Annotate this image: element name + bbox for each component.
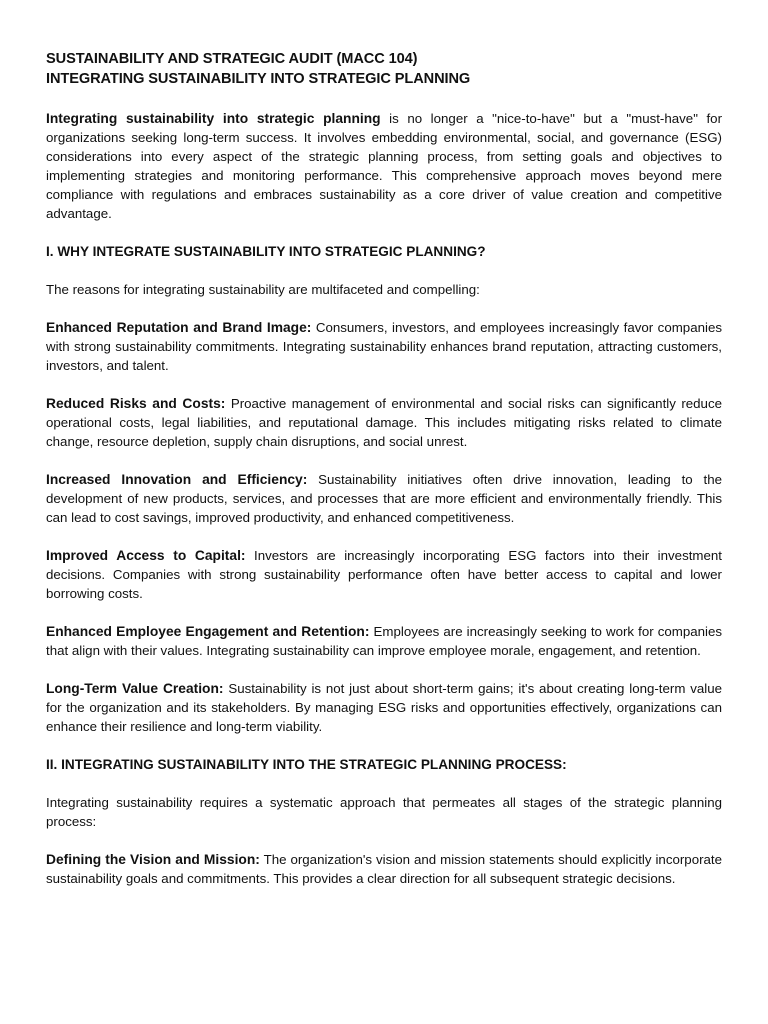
item-lead: Improved Access to Capital: (46, 548, 246, 563)
section1-item-risks (46, 394, 722, 451)
section1-item-innovation (46, 470, 722, 527)
section2-intro: Integrating sustainability requires a systematic approach that permeates all stages of the strategic planning process: (46, 795, 722, 829)
item-text: Employees are increasingly seeking to work for companies that align with their values. Integrating sustainability can improve employee morale, engagement, and retention. (46, 624, 723, 658)
item-text: The organization's vision and mission statements should explicitly incorporate sustainability goals and commitments. This provides a clear direction for all subsequent strategic decisions. (46, 852, 722, 886)
intro-lead: Integrating sustainability into strategic planning (46, 111, 381, 126)
item-lead: Enhanced Reputation and Brand Image: (46, 320, 312, 335)
section1-item-reputation (46, 318, 722, 375)
item-text: Investors are increasingly incorporating ESG factors into their investment decisions. Companies with strong sustainability performance often have better access to capital and lower borrowing costs. (46, 548, 722, 601)
item-text: Proactive management of environmental and social risks can significantly reduce operational costs, legal liabilities, and reputational damage. This includes mitigating risks related to climate change, resource depletion, supply chain disruptions, and social unrest. (46, 396, 722, 449)
item-lead: Enhanced Employee Engagement and Retention: (46, 624, 370, 639)
item-text: Sustainability is not just about short-term gains; it's about creating long-term value for the organization and its stakeholders. By managing ESG risks and opportunities effectively, organizations can enhance their resilience and long-term viability. (46, 681, 722, 734)
document-title-line2: INTEGRATING SUSTAINABILITY INTO STRATEGIC PLANNING (46, 71, 471, 87)
section1-item-engagement (46, 622, 722, 660)
item-lead: Long-Term Value Creation: (46, 681, 224, 696)
document-title-line1: SUSTAINABILITY AND STRATEGIC AUDIT (MACC 104) (46, 51, 418, 67)
item-text: Sustainability initiatives often drive innovation, leading to the development of new products, services, and processes that are more efficient and environmentally friendly. This can lead to cost savings, improved productivity, and enhanced competitiveness. (46, 472, 722, 525)
section1-item-value-creation (46, 679, 722, 736)
section1-intro: The reasons for integrating sustainability are multifaceted and compelling: (46, 282, 480, 297)
item-lead: Defining the Vision and Mission: (46, 852, 260, 867)
item-text: Consumers, investors, and employees increasingly favor companies with strong sustainability commitments. Integrating sustainability enhances brand reputation, attracting customers, investors, and talent. (46, 320, 722, 373)
item-lead: Increased Innovation and Efficiency: (46, 472, 308, 487)
section2-heading: II. INTEGRATING SUSTAINABILITY INTO THE STRATEGIC PLANNING PROCESS: (46, 757, 567, 772)
item-lead: Reduced Risks and Costs: (46, 396, 226, 411)
intro-text: is no longer a "nice-to-have" but a "must-have" for organizations seeking long-term success. It involves embedding environmental, social, and governance (ESG) considerations into every aspect of the strategic planning process, from setting goals and objectives to implementing strategies and monitoring performance. This comprehensive approach moves beyond mere compliance with regulations and embraces sustainability as a core driver of value creation and competitive advantage. (46, 111, 722, 221)
section1-heading: I. WHY INTEGRATE SUSTAINABILITY INTO STRATEGIC PLANNING? (46, 244, 486, 259)
section1-item-capital (46, 546, 722, 603)
intro-paragraph (46, 109, 722, 223)
section2-item-vision-mission (46, 850, 722, 888)
